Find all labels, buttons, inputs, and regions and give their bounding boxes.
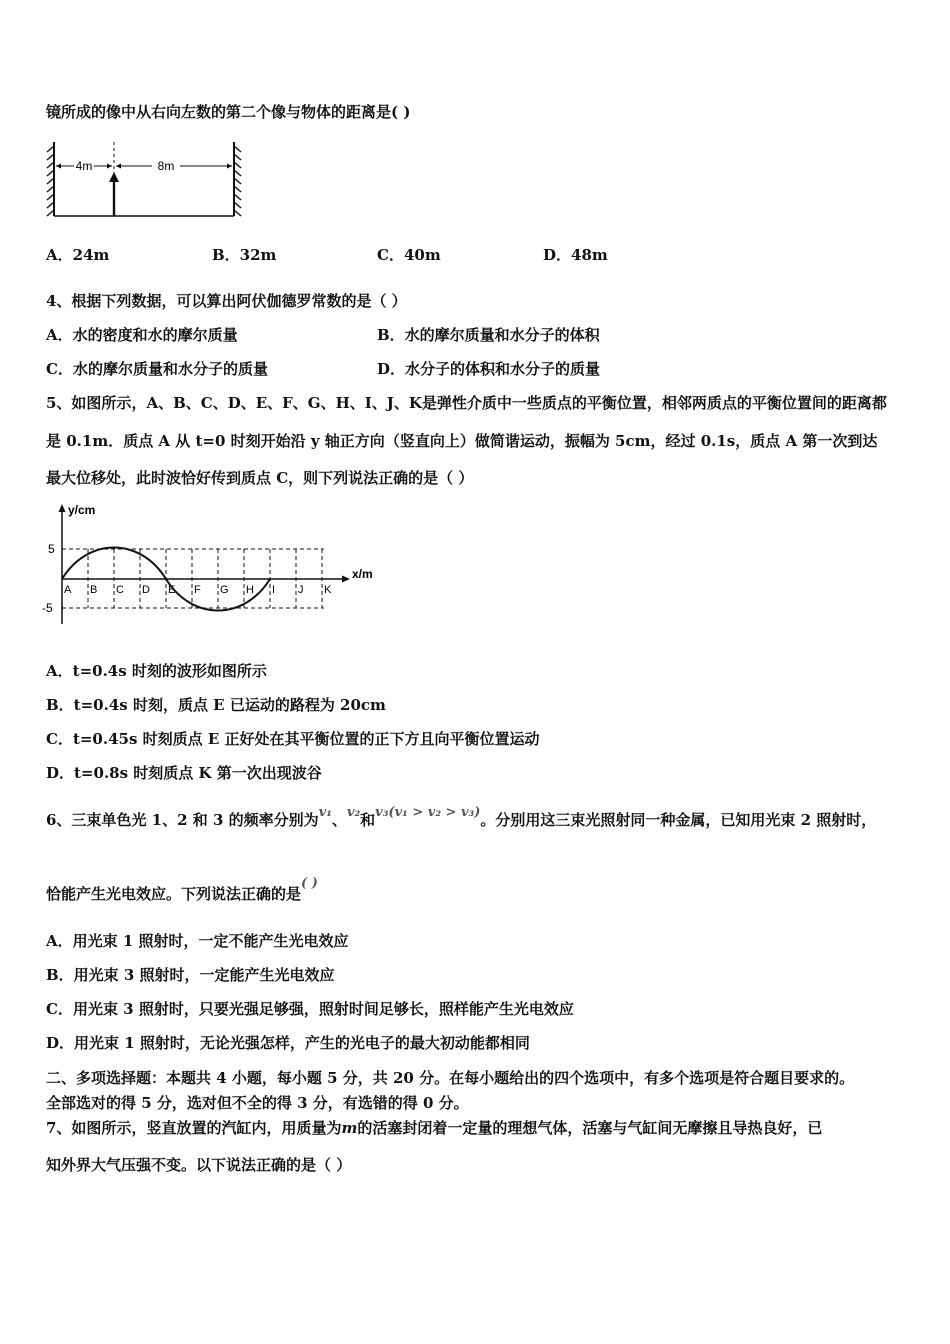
y-tick-5: 5 [48, 542, 55, 556]
q3-option-c[interactable]: C．40m [377, 246, 441, 264]
left-mirror-hatch [47, 146, 54, 216]
q3-mirror-figure [44, 138, 244, 220]
q5-option-a[interactable]: A．t=0.4s 时刻的波形如图所示 [46, 662, 267, 680]
point-d: D [142, 584, 150, 596]
q4-option-b[interactable]: B．水的摩尔质量和水分子的体积 [377, 326, 600, 344]
q5-option-d[interactable]: D．t=0.8s 时刻质点 K 第一次出现波谷 [46, 764, 322, 782]
q7-stem-line-2: 知外界大气压强不变。以下说法正确的是（ ） [46, 1156, 352, 1174]
point-c: C [116, 584, 124, 596]
right-mirror-hatch [234, 146, 241, 216]
y-axis-label: y/cm [68, 503, 96, 517]
q3-option-b[interactable]: B．32m [212, 246, 277, 264]
q6-option-b[interactable]: B．用光束 3 照射时，一定能产生光电效应 [46, 966, 335, 984]
q7-math-m: m [341, 1119, 358, 1137]
point-e: E [168, 584, 176, 596]
q5-stem-line-3: 最大位移处，此时波恰好传到质点 C，则下列说法正确的是（ ） [46, 469, 474, 487]
q6-sep1: 、 [331, 811, 347, 829]
q6-math-v2: v₂ [346, 805, 361, 820]
y-tick-neg5: -5 [42, 601, 53, 615]
q5-option-b[interactable]: B．t=0.4s 时刻，质点 E 已运动的路程为 20cm [46, 696, 386, 714]
q4-stem: 4、根据下列数据，可以算出阿伏伽德罗常数的是（ ） [46, 292, 407, 310]
point-b: B [90, 584, 98, 596]
q4-option-c[interactable]: C．水的摩尔质量和水分子的质量 [46, 360, 268, 378]
q6-answer-paren: ( ) [301, 876, 318, 891]
q7-stem-line-1 [46, 1118, 822, 1138]
q3-stem: 镜所成的像中从右向左数的第二个像与物体的距离是( ) [46, 103, 411, 121]
point-a: A [64, 584, 72, 596]
q4-option-d[interactable]: D．水分子的体积和水分子的质量 [377, 360, 601, 378]
section2-heading-line-1: 二、多项选择题：本题共 4 小题，每小题 5 分，共 20 分。在每小题给出的四个选项中，有多个选项是符合题目要求的。 [46, 1069, 855, 1087]
q6-stem-line-2 [46, 876, 318, 906]
q5-stem-line-2: 是 0.1m．质点 A 从 t=0 时刻开始沿 y 轴正方向（竖直向上）做简谐运动，振幅为 5cm，经过 0.1s，质点 A 第一次到达 [46, 432, 878, 450]
distance-label-8m: 8m [157, 159, 175, 173]
q5-stem-line-1: 5、如图所示，A、B、C、D、E、F、G、H、I、J、K是弹性介质中一些质点的平衡位置，相邻两质点的平衡位置间的距离都 [46, 394, 887, 412]
q6-option-a[interactable]: A．用光束 1 照射时，一定不能产生光电效应 [46, 932, 349, 950]
point-f: F [194, 584, 201, 596]
q5-option-c[interactable]: C．t=0.45s 时刻质点 E 正好处在其平衡位置的正下方且向平衡位置运动 [46, 730, 540, 748]
q6-stem-c: 恰能产生光电效应。下列说法正确的是 [46, 885, 302, 903]
distance-label-4m: 4m [75, 159, 93, 173]
q6-stem-b: 。分别用这三束光照射同一种金属，已知用光束 2 照射时， [480, 811, 877, 829]
q6-stem-a: 6、三束单色光 1、2 和 3 的频率分别为 [46, 811, 319, 829]
q6-math-v1: v₁ [318, 805, 332, 820]
x-axis-label: x/m [352, 567, 373, 581]
q5-wave-figure [40, 500, 380, 630]
q3-option-d[interactable]: D．48m [543, 246, 608, 264]
point-i: I [272, 584, 276, 596]
point-h: H [246, 584, 254, 596]
q6-option-c[interactable]: C．用光束 3 照射时，只要光强足够强，照射时间足够长，照样能产生光电效应 [46, 1000, 574, 1018]
q3-option-a[interactable]: A．24m [46, 246, 110, 264]
section2-heading-line-2: 全部选对的得 5 分，选对但不全的得 3 分，有选错的得 0 分。 [46, 1094, 469, 1112]
q6-sep2: 和 [360, 811, 376, 829]
q4-option-a[interactable]: A．水的密度和水的摩尔质量 [46, 326, 238, 344]
point-j: J [298, 584, 304, 596]
point-k: K [324, 584, 332, 596]
q7-stem-a: 7、如图所示，竖直放置的汽缸内，用质量为 [46, 1119, 342, 1137]
q6-option-d[interactable]: D．用光束 1 照射时，无论光强怎样，产生的光电子的最大初动能都相同 [46, 1034, 530, 1052]
q6-stem-line-1 [46, 805, 877, 832]
point-g: G [220, 584, 229, 596]
q7-stem-b: 的活塞封闭着一定量的理想气体，活塞与气缸间无摩擦且导热良好，已 [357, 1119, 823, 1137]
q6-math-v3: v₃(v₁ > v₂ > v₃) [375, 805, 481, 820]
